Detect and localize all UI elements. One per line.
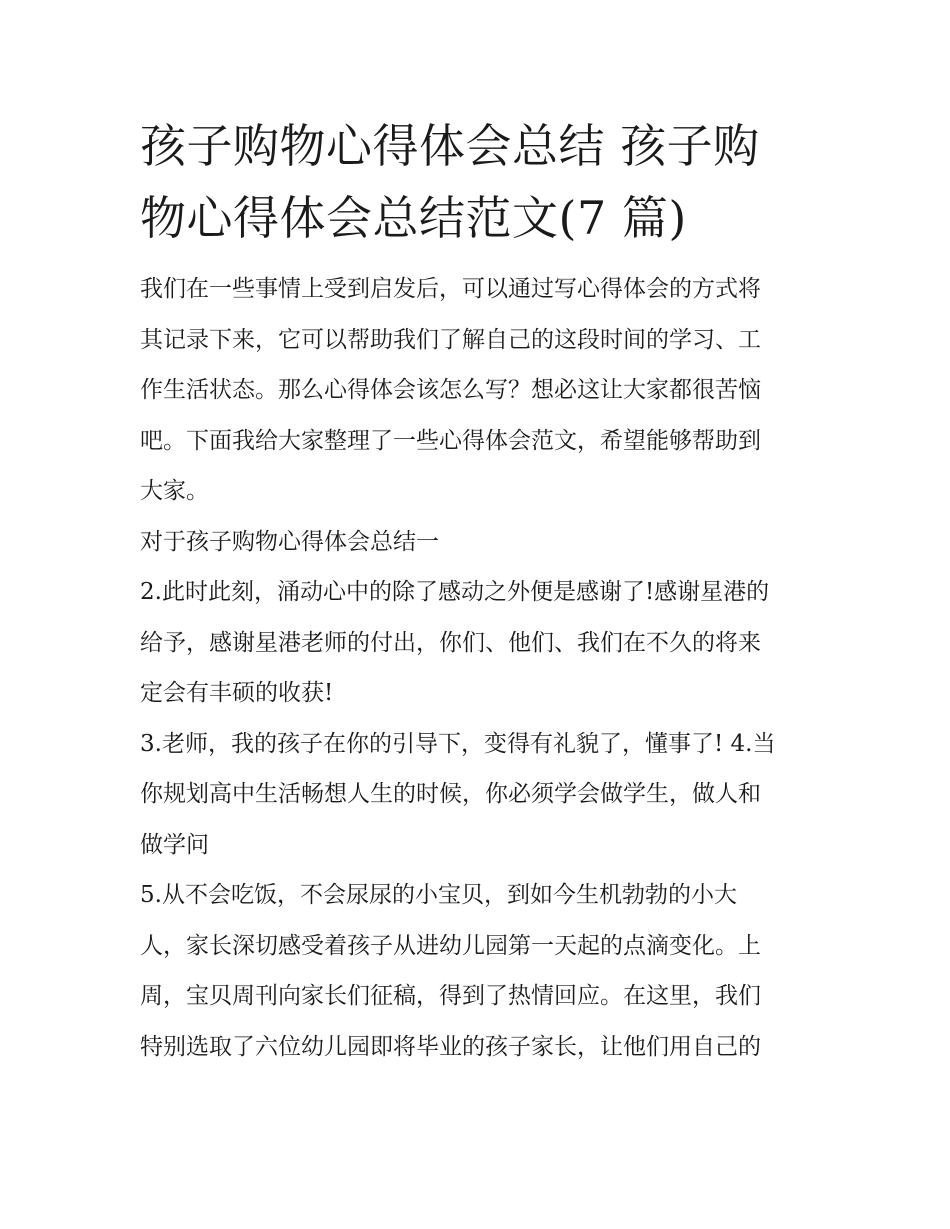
text-line: 给予，感谢星港老师的付出，你们、他们、我们在不久的将来 — [140, 629, 761, 656]
text-line: 做学问 — [140, 831, 209, 858]
item-paragraph-5 — [140, 870, 812, 1072]
document-page — [140, 110, 812, 1072]
item-paragraph-3 — [140, 719, 812, 871]
text-line: 大家。 — [140, 478, 209, 504]
text-line: 作生活状态。那么心得体会该怎么写？想必这让大家都很苦恼 — [140, 377, 761, 403]
document-title — [140, 110, 812, 254]
text-line: 吧。下面我给大家整理了一些心得体会范文，希望能够帮助到 — [140, 427, 761, 454]
text-line: 其记录下来，它可以帮助我们了解自己的这段时间的学习、工 — [140, 326, 761, 353]
text-line: 3.老师，我的孩子在你的引导下，变得有礼貌了，懂事了! 4.当 — [140, 730, 776, 757]
item-paragraph-2 — [140, 567, 812, 719]
text-line: 对于孩子购物心得体会总结一 — [140, 528, 439, 555]
text-line: 特别选取了六位幼儿园即将毕业的孩子家长，让他们用自己的 — [140, 1033, 761, 1060]
text-line: 周，宝贝周刊向家长们征稿，得到了热情回应。在这里，我们 — [140, 983, 761, 1009]
text-line: 定会有丰硕的收获! — [140, 680, 334, 706]
text-line: 5.从不会吃饭，不会尿尿的小宝贝，到如今生机勃勃的小大 — [140, 882, 737, 908]
title-line: 物心得体会总结范文(7 篇) — [140, 191, 687, 245]
title-line: 孩子购物心得体会总结 孩子购 — [140, 119, 760, 173]
text-line: 你规划高中生活畅想人生的时候，你必须学会做学生，做人和 — [140, 781, 761, 807]
section-heading — [140, 517, 812, 568]
text-line: 人，家长深切感受着孩子从进幼儿园第一天起的点滴变化。上 — [140, 932, 761, 959]
text-line: 我们在一些事情上受到启发后，可以通过写心得体会的方式将 — [140, 276, 761, 302]
text-line: 2.此时此刻，涌动心中的除了感动之外便是感谢了!感谢星港的 — [140, 579, 770, 605]
intro-paragraph — [140, 264, 812, 517]
